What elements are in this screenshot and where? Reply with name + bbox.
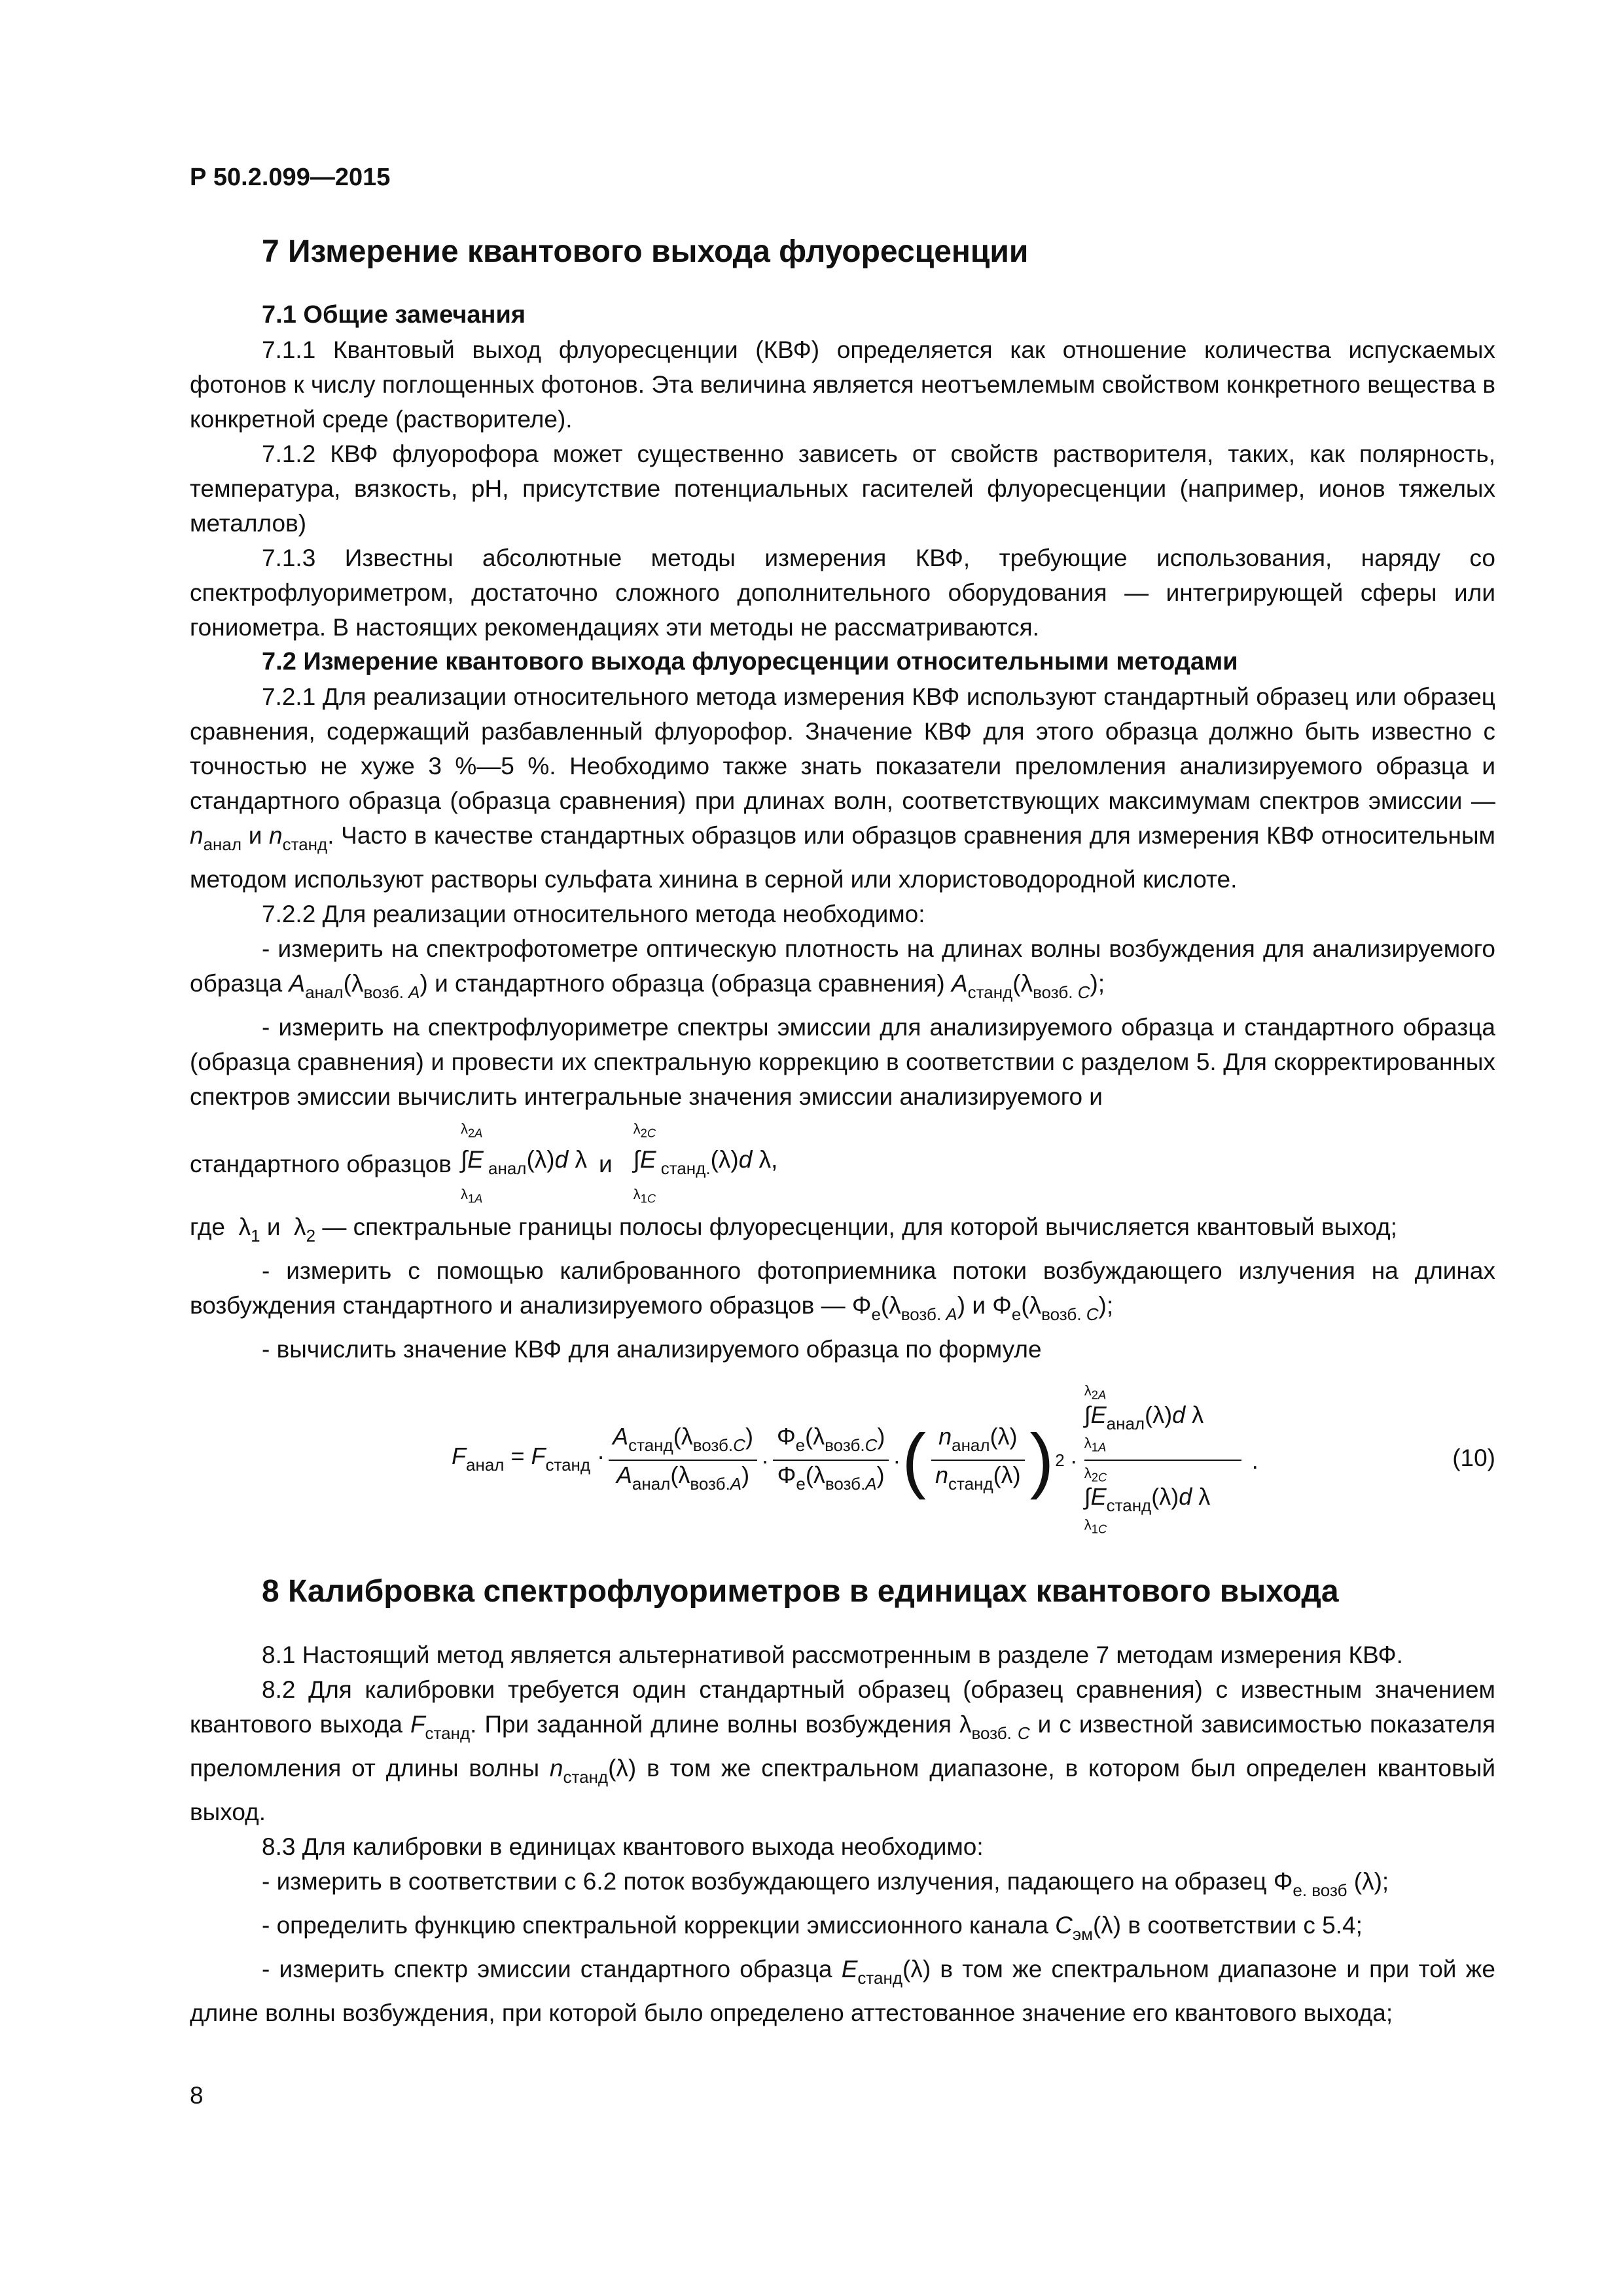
bullet-excitation-flux: - измерить с помощью калиброванного фотоприемника потоки возбуждающего излучения на длинах возбуждения стандартного и анализируемого образцов — $\Phi_e(\lambda_{возб. A})$ и $\Phi_e(\lambda_{возб. C})$; [190, 1257, 1495, 1324]
page-number: 8 [190, 2082, 204, 2109]
section-7-1-title: 7.1 Общие замечания [262, 301, 526, 329]
paragraph-7-1-2: 7.1.2 КВФ флуорофора может существенно зависеть от свойств растворителя, таких, как полярность, температура, вязкость, pH, присутствие потенциальных гасителей флуоресценции (например, ионов тяжелых металлов) [190, 440, 1495, 537]
bullet-emission-spectra: - измерить на спектрофлуориметре спектры эмиссии для анализируемого образца и стандартного образца (образца сравнения) и провести их спектральную коррекцию в соответствии с разделом 5. Для скорректированных спектров эмиссии вычислить интегральные значения эмиссии анализируемого и [190, 1014, 1495, 1110]
integral-ratio: $\lambda_{2A}$ $\int E_{анал}(\lambda)d$ λ $\lambda_{1A}$ $\lambda_{2C}$ $\int E_{станд}(\lambda)d$ λ $\lambda_{1C}$ [1084, 1381, 1241, 1539]
bullet-measure-flux: - измерить в соответствии с 6.2 поток возбуждающего излучения, падающего на образец $\Phi_{е. возб}$ (λ); [262, 1868, 1389, 1900]
bullet-compute-qy: - вычислить значение КВФ для анализируемого образца по формуле [262, 1336, 1042, 1363]
flux-ratio: $\frac{\Phi_e(\lambda_{возб.C})}{\Phi_e(\lambda_{возб.A})}$ [773, 1422, 889, 1498]
absorbance-ratio: $\frac{A_{станд}(\lambda_{возб.C})}{A_{анал}(\lambda_{возб.A})}$ [609, 1422, 757, 1498]
bullet-absorbance: - измерить на спектрофотометре оптическую плотность на длинах волны возбуждения для анализируемого образца $A_{анал}(\lambda_{возб. A})$ и стандартного образца (образца сравнения) $A_{станд}(\lambda_{возб. C})$; [190, 935, 1495, 1002]
section-8-title: 8 Калибровка спектрофлуориметров в единицах квантового выхода [262, 1574, 1339, 1609]
bullet-correction-function: - определить функцию спектральной коррекции эмиссионного канала $C_{эм}(\lambda)$ в соответствии с 5.4; [262, 1912, 1363, 1944]
page-content [190, 232, 1495, 2030]
document-header: Р 50.2.099—2015 [190, 164, 391, 191]
paragraph-8-3: 8.3 Для калибровки в единицах квантового выхода необходимо: [262, 1833, 984, 1860]
paragraph-7-2-2: 7.2.2 Для реализации относительного метода необходимо: [262, 901, 925, 927]
section-7-2-title: 7.2 Измерение квантового выхода флуоресценции относительными методами [262, 648, 1238, 675]
paragraph-7-2-1: 7.2.1 Для реализации относительного метода измерения КВФ используют стандартный образец или образец сравнения, содержащий разбавленный флуорофор. Значение КВФ для этого образца должно быть известно с точностью не хуже 3 %—5 %. Необходимо также знать показатели преломления анализируемого образца и стандартного образца (образца сравнения) при длинах волн, соответствующих максимумам спектров эмиссии — $n_{анал}$ и $n_{станд}$. Часто в качестве стандартных образцов или образцов сравнения для измерения КВФ относительным методом используют растворы сульфата хинина в серной или хлористоводородной кислоте. [190, 683, 1495, 893]
integral-standard: $\lambda_{2C}$ ∫E $_{станд.}$(λ)d λ, $\lambda_{1C}$ [633, 1121, 778, 1205]
bullet-standard-spectrum: - измерить спектр эмиссии стандартного образца $E_{станд}(\lambda)$ в том же спектральном диапазоне и при той же длине волны возбуждения, при которой было определено аттестованное значение его квантового выхода; [190, 1956, 1495, 2026]
integral-expressions: стандартного образцов $\lambda_{2A}$ ∫E $_{анал}$(λ)d λ $\lambda_{1A}$ и $\lambda_{2C}$ ∫E $_{станд.}$(λ)d λ, $\lambda_{1C}$ [190, 1118, 1495, 1210]
where-clause: где $\lambda_1$ и $\lambda_2$ — спектральные границы полосы флуоресценции, для которой вычисляется квантовый выход; [190, 1213, 1397, 1246]
formula-10 [190, 1372, 1495, 1549]
equation-number: (10) [1452, 1444, 1495, 1471]
formula-body: $F_{анал} = F_{станд}$ · $\frac{A_{станд}(\lambda_{возб.C})}{A_{анал}(\lambda_{возб.A})}$ · $\frac{\Phi_e(\lambda_{возб.C})}{\Phi_e(\lambda_{возб.A})}$ · ( $\frac{n_{анал}(\lambda)}{n_{станд}(\lambda)}$ ) 2 · $\lambda_{2A}$ $\int E_{анал}(\lambda)d$ λ $\lambda_{1A}$ $\lambda_{2C}$ $\int E_{станд}(\lambda)d$ λ $\lambda_{1C}$ . [452, 1378, 1258, 1542]
integral-analyte: $\lambda_{2A}$ ∫E $_{анал}$(λ)d λ $\lambda_{1A}$ [460, 1121, 587, 1205]
paragraph-8-1: 8.1 Настоящий метод является альтернативой рассмотренным в разделе 7 методам измерения КВФ. [262, 1641, 1403, 1668]
paragraph-8-2: 8.2 Для калибровки требуется один стандартный образец (образец сравнения) с известным значением квантового выхода $F_{станд}$. При заданной длине волны возбуждения $\lambda_{возб. C}$ и с известной зависимостью показателя преломления от длины волны $n_{станд}(\lambda)$ в том же спектральном диапазоне, в котором был определен квантовый выход. [190, 1676, 1496, 1825]
section-7-title: 7 Измерение квантового выхода флуоресценции [262, 234, 1029, 269]
refractive-index-ratio: $\frac{n_{анал}(\lambda)}{n_{станд}(\lambda)}$ [931, 1422, 1025, 1498]
paragraph-7-1-3: 7.1.3 Известны абсолютные методы измерения КВФ, требующие использования, наряду со спектрофлуориметром, достаточно сложного дополнительного оборудования — интегрирующей сферы или гониометра. В настоящих рекомендациях эти методы не рассматриваются. [190, 545, 1495, 641]
paragraph-7-1-1: 7.1.1 Квантовый выход флуоресценции (КВФ) определяется как отношение количества испускаемых фотонов к числу поглощенных фотонов. Эта величина является неотъемлемым свойством конкретного вещества в конкретной среде (растворителе). [190, 336, 1495, 433]
